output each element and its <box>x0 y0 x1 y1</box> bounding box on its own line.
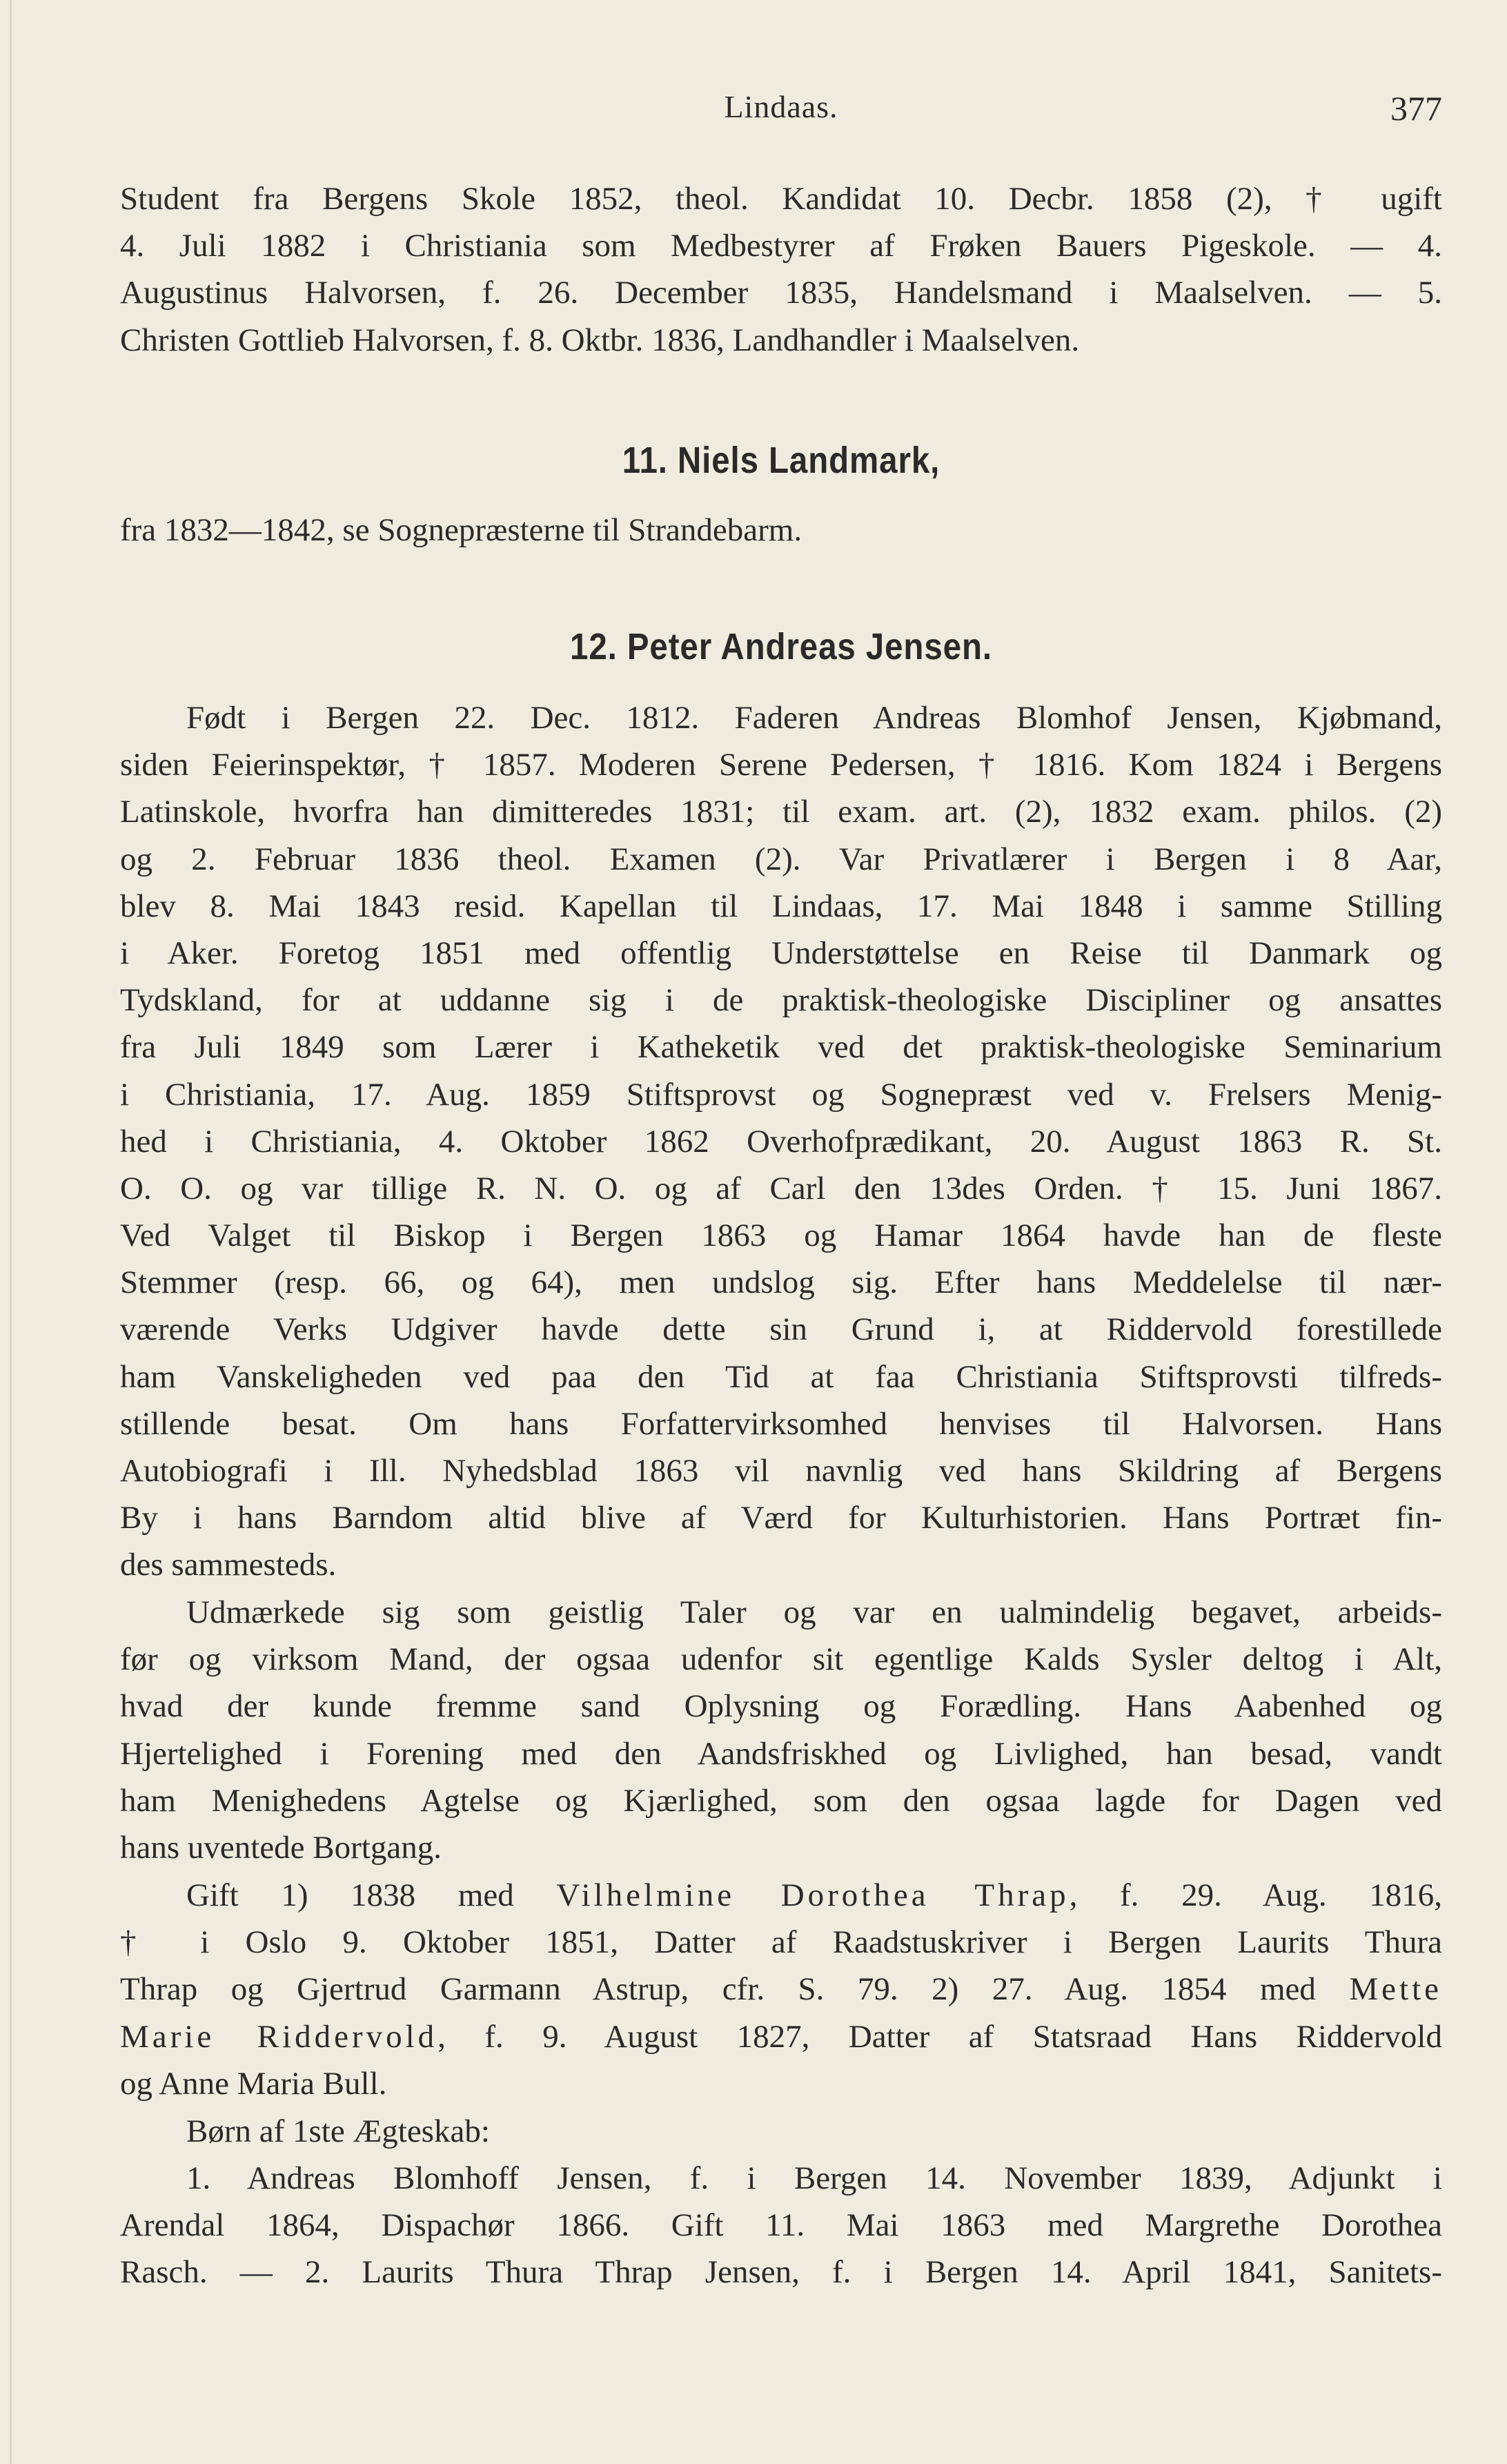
text-line <box>120 1872 1442 1919</box>
intro-paragraph <box>120 175 1442 364</box>
text-line: i Aker. Foretog 1851 med offentlig Understøttelse en Reise til Danmark og <box>120 935 1442 971</box>
text-run: Thrap og Gjertrud Garmann Astrup, cfr. S. 79. 2) 27. Aug. 1854 med <box>120 1971 1350 2008</box>
section-heading-11: 11. Niels Landmark, <box>622 440 940 481</box>
section-12-paragraph-2 <box>120 1589 1442 1871</box>
children-list <box>120 2155 1442 2296</box>
text-run: , f. 9. August 1827, Datter af Statsraad Hans Riddervold <box>437 2018 1442 2055</box>
text-line: før og virksom Mand, der ogsaa udenfor sit egentlige Kalds Sysler deltog i Alt, <box>120 1641 1442 1678</box>
text-line: des sammesteds. <box>120 1547 337 1583</box>
text-line: Rasch. — 2. Laurits Thura Thrap Jensen, f. i Bergen 14. April 1841, Sanitets- <box>120 2254 1442 2291</box>
text-line: Arendal 1864, Dispachør 1866. Gift 11. Mai 1863 med Margrethe Dorothea <box>120 2207 1442 2244</box>
text-line: fra Juli 1849 som Lærer i Katheketik ved det praktisk-theologiske Seminarium <box>120 1029 1442 1066</box>
text-line: ham Vanskeligheden ved paa den Tid at faa Christiania Stiftsprovsti tilfreds- <box>120 1358 1442 1395</box>
text-line: hans uventede Bortgang. <box>120 1829 442 1866</box>
text-line: stillende besat. Om hans Forfattervirksomhed henvises til Halvorsen. Hans <box>120 1405 1442 1442</box>
text-line: blev 8. Mai 1843 resid. Kapellan til Lindaas, 17. Mai 1848 i samme Stilling <box>120 888 1442 924</box>
text-line: Udmærkede sig som geistlig Taler og var en ualmindelig begavet, arbeids- <box>186 1594 1442 1630</box>
section-12-paragraph-3 <box>120 1872 1442 2107</box>
text-line: Autobiografi i Ill. Nyhedsblad 1863 vil navnlig ved hans Skildring af Bergens <box>120 1453 1442 1489</box>
text-line: Ved Valget til Biskop i Bergen 1863 og Hamar 1864 havde han de fleste <box>120 1218 1442 1254</box>
text-line: Tydskland, for at uddanne sig i de praktisk-theologiske Discipliner og ansattes <box>120 982 1442 1019</box>
text-line: ham Menighedens Agtelse og Kjærlighed, som den ogsaa lagde for Dagen ved <box>120 1782 1442 1819</box>
text-line: Stemmer (resp. 66, og 64), men undslog sig. Efter hans Meddelelse til nær- <box>120 1264 1442 1301</box>
text-line: Student fra Bergens Skole 1852, theol. Kandidat 10. Decbr. 1858 (2), † ugift <box>120 181 1442 217</box>
section-12-paragraph-1 <box>120 694 1442 1589</box>
text-line: siden Feierinspektør, † 1857. Moderen Serene Pedersen, † 1816. Kom 1824 i Bergens <box>120 747 1442 783</box>
text-line: hed i Christiania, 4. Oktober 1862 Overhofprædikant, 20. August 1863 R. St. <box>120 1123 1442 1160</box>
text-run: , f. 29. Aug. 1816, <box>1069 1877 1442 1913</box>
children-label <box>120 2108 1442 2155</box>
page-edge-shadow <box>10 0 12 2464</box>
text-line: By i hans Barndom altid blive af Værd for Kulturhistorien. Hans Portræt fin- <box>120 1500 1442 1536</box>
text-line: Christen Gottlieb Halvorsen, f. 8. Oktbr. 1836, Landhandler i Maalselven. <box>120 322 1080 358</box>
text-line: og Anne Maria Bull. <box>120 2065 387 2102</box>
spouse-name-2a: Mette <box>1349 1971 1442 2008</box>
spouse-name-2b: Marie Riddervold <box>120 2018 438 2055</box>
text-line: fra 1832—1842, se Sognepræsterne til Strandebarm. <box>120 512 802 548</box>
spouse-name-1: Vilhelmine Dorothea Thrap <box>556 1877 1070 1913</box>
text-line: Hjertelighed i Forening med den Aandsfriskhed og Livlighed, han besad, vandt <box>120 1735 1442 1772</box>
text-line: og 2. Februar 1836 theol. Examen (2). Var Privatlærer i Bergen i 8 Aar, <box>120 841 1442 877</box>
text-line: Augustinus Halvorsen, f. 26. December 1835, Handelsmand i Maalselven. — 5. <box>120 275 1442 311</box>
text-line: O. O. og var tillige R. N. O. og af Carl den 13des Orden. † 15. Juni 1867. <box>120 1170 1442 1206</box>
text-run: Gift 1) 1838 med <box>186 1877 557 1913</box>
section-heading-12: 12. Peter Andreas Jensen. <box>570 626 992 667</box>
text-line: Latinskole, hvorfra han dimitteredes 1831; til exam. art. (2), 1832 exam. philos. (2) <box>120 794 1442 830</box>
running-head <box>120 88 1442 137</box>
text-line <box>120 1966 1442 2013</box>
text-line: † i Oslo 9. Oktober 1851, Datter af Raadstuskriver i Bergen Laurits Thura <box>120 1924 1442 1961</box>
text-line: 4. Juli 1882 i Christiania som Medbestyrer af Frøken Bauers Pigeskole. — 4. <box>120 228 1442 264</box>
text-line: hvad der kunde fremme sand Oplysning og Forædling. Hans Aabenhed og <box>120 1688 1442 1725</box>
text-line: i Christiania, 17. Aug. 1859 Stiftsprovst og Sognepræst ved v. Frelsers Menig- <box>120 1076 1442 1113</box>
page-number: 377 <box>1390 89 1442 128</box>
text-line: værende Verks Udgiver havde dette sin Grund i, at Riddervold forestillede <box>120 1311 1442 1348</box>
text-line: Børn af 1ste Ægteskab: <box>186 2113 490 2149</box>
running-title: Lindaas. <box>724 89 838 124</box>
text-line <box>120 2013 1442 2060</box>
text-line: 1. Andreas Blomhoff Jensen, f. i Bergen 14. November 1839, Adjunkt i <box>186 2160 1442 2196</box>
section-11-text <box>120 507 1442 554</box>
text-line: Født i Bergen 22. Dec. 1812. Faderen Andreas Blomhof Jensen, Kjøbmand, <box>186 700 1442 736</box>
